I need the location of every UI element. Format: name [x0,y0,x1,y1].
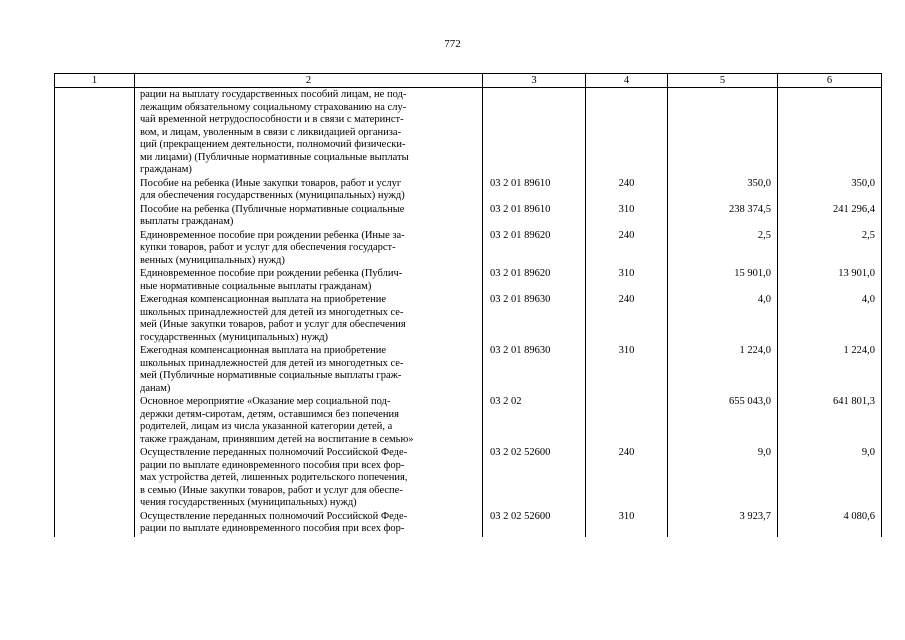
amount-year2-cell: 4,0 [778,294,882,345]
description-line: купки товаров, работ и услуг для обеспечения государст- [140,242,396,253]
amount-year1-cell: 238 374,5 [668,204,778,230]
description-line: также гражданам, принявшим детей на воспитание в семью» [140,433,414,445]
table-row [55,511,882,537]
table-row [55,268,882,294]
table-row [55,88,882,178]
amount-year1-cell: 3 923,7 [668,511,778,537]
description-line: Ежегодная компенсационная выплата на приобретение [140,294,387,305]
row-number-cell [55,88,135,178]
description-line: мей (Иные закупки товаров, работ и услуг для обеспечения [140,319,406,330]
description-line: Осуществление переданных полномочий Российской Феде- [140,510,408,522]
amount-year2-cell: 641 801,3 [778,396,882,447]
description-line: рации на выплату государственных пособий лицам, не под- [140,89,407,100]
description-line: лежащим обязательному социальному страхованию на слу- [140,101,407,113]
description-line: ми лицами) (Публичные нормативные социальные выплаты [140,151,409,163]
table-row [55,447,882,511]
row-number-cell [55,268,135,294]
description-line: Пособие на ребенка (Иные закупки товаров, работ и услуг [140,177,402,189]
description-line: Единовременное пособие при рождении ребенка (Иные за- [140,229,405,241]
description-line: вом, и лицам, уволенным в связи с ликвидацией организа- [140,126,402,138]
description-line: Осуществление переданных полномочий Российской Феде- [140,447,408,458]
amount-year2-cell: 13 901,0 [778,268,882,294]
description-line: мах устройства детей, лишенных родительского попечения, [140,472,408,483]
table-row [55,345,882,396]
row-number-cell [55,447,135,511]
expense-type-cell: 240 [586,447,668,511]
expense-type-cell: 240 [586,178,668,204]
table-header [55,74,882,88]
code-cell: 03 2 02 52600 [483,511,586,537]
description-line: данам) [140,382,171,394]
expense-type-cell: 310 [586,345,668,396]
description-line: Пособие на ребенка (Публичные нормативные социальные [140,203,405,215]
description-cell [135,178,483,204]
amount-year2-cell: 350,0 [778,178,882,204]
table-row [55,178,882,204]
code-cell: 03 2 01 89630 [483,294,586,345]
description-line: школьных принадлежностей для детей из многодетных се- [140,306,404,318]
description-line: держки детям-сиротам, детям, оставшимся без попечения [140,408,399,420]
expense-type-cell: 310 [586,204,668,230]
description-line: родителей, лицам из числа указанной категории детей, а [140,421,393,432]
description-line: гражданам) [140,164,192,175]
code-cell [483,88,586,178]
description-line: Единовременное пособие при рождении ребенка (Публич- [140,268,403,279]
expense-type-cell: 310 [586,511,668,537]
code-cell: 03 2 01 89610 [483,178,586,204]
table-row [55,396,882,447]
amount-year1-cell [668,88,778,178]
expense-type-cell: 240 [586,294,668,345]
row-number-cell [55,294,135,345]
description-line: школьных принадлежностей для детей из многодетных се- [140,357,404,369]
description-line: выплаты гражданам) [140,216,234,227]
amount-year1-cell: 1 224,0 [668,345,778,396]
row-number-cell [55,345,135,396]
code-cell: 03 2 01 89630 [483,345,586,396]
expense-type-cell [586,396,668,447]
amount-year1-cell: 9,0 [668,447,778,511]
description-line: чения государственных (муниципальных) нужд) [140,497,357,508]
description-cell [135,88,483,178]
row-number-cell [55,396,135,447]
code-cell: 03 2 01 89610 [483,204,586,230]
description-line: Ежегодная компенсационная выплата на приобретение [140,345,387,356]
description-line: ные нормативные социальные выплаты гражданам) [140,280,372,292]
table-row [55,294,882,345]
description-line: государственных (муниципальных) нужд) [140,331,329,343]
header-col-6: 6 [778,74,882,88]
description-line: мей (Публичные нормативные социальные выплаты граж- [140,370,402,381]
code-cell: 03 2 02 [483,396,586,447]
description-line: рации по выплате единовременного пособия при всех фор- [140,459,405,471]
amount-year1-cell: 2,5 [668,230,778,269]
amount-year2-cell: 9,0 [778,447,882,511]
description-cell [135,268,483,294]
table-row [55,230,882,269]
description-line: в семью (Иные закупки товаров, работ и услуг для обеспе- [140,484,403,496]
amount-year1-cell: 15 901,0 [668,268,778,294]
expense-type-cell [586,88,668,178]
description-cell [135,204,483,230]
header-col-5: 5 [668,74,778,88]
amount-year2-cell [778,88,882,178]
description-line: рации по выплате единовременного пособия при всех фор- [140,523,405,534]
amount-year2-cell: 4 080,6 [778,511,882,537]
code-cell: 03 2 01 89620 [483,268,586,294]
page-number: 772 [444,38,461,50]
table-row [55,204,882,230]
header-col-2: 2 [135,74,483,88]
description-cell [135,511,483,537]
description-cell [135,230,483,269]
code-cell: 03 2 02 52600 [483,447,586,511]
expense-type-cell: 310 [586,268,668,294]
description-line: ций (прекращением деятельности, полномочий физически- [140,139,406,150]
description-line: для обеспечения государственных (муниципальных) нужд) [140,190,405,201]
description-cell [135,345,483,396]
header-col-4: 4 [586,74,668,88]
row-number-cell [55,178,135,204]
amount-year1-cell: 4,0 [668,294,778,345]
row-number-cell [55,204,135,230]
header-col-3: 3 [483,74,586,88]
budget-table [54,73,882,537]
code-cell: 03 2 01 89620 [483,230,586,269]
row-number-cell [55,511,135,537]
header-col-1: 1 [55,74,135,88]
amount-year1-cell: 655 043,0 [668,396,778,447]
amount-year2-cell: 2,5 [778,230,882,269]
description-cell [135,396,483,447]
description-cell [135,447,483,511]
amount-year2-cell: 1 224,0 [778,345,882,396]
row-number-cell [55,230,135,269]
description-line: Основное мероприятие «Оказание мер социальной под- [140,396,391,407]
description-line: венных (муниципальных) нужд) [140,254,285,266]
description-cell [135,294,483,345]
expense-type-cell: 240 [586,230,668,269]
description-line: чай временной нетрудоспособности и в связи с материнст- [140,114,404,125]
amount-year2-cell: 241 296,4 [778,204,882,230]
amount-year1-cell: 350,0 [668,178,778,204]
table-body [55,88,882,537]
header-row [55,74,882,88]
